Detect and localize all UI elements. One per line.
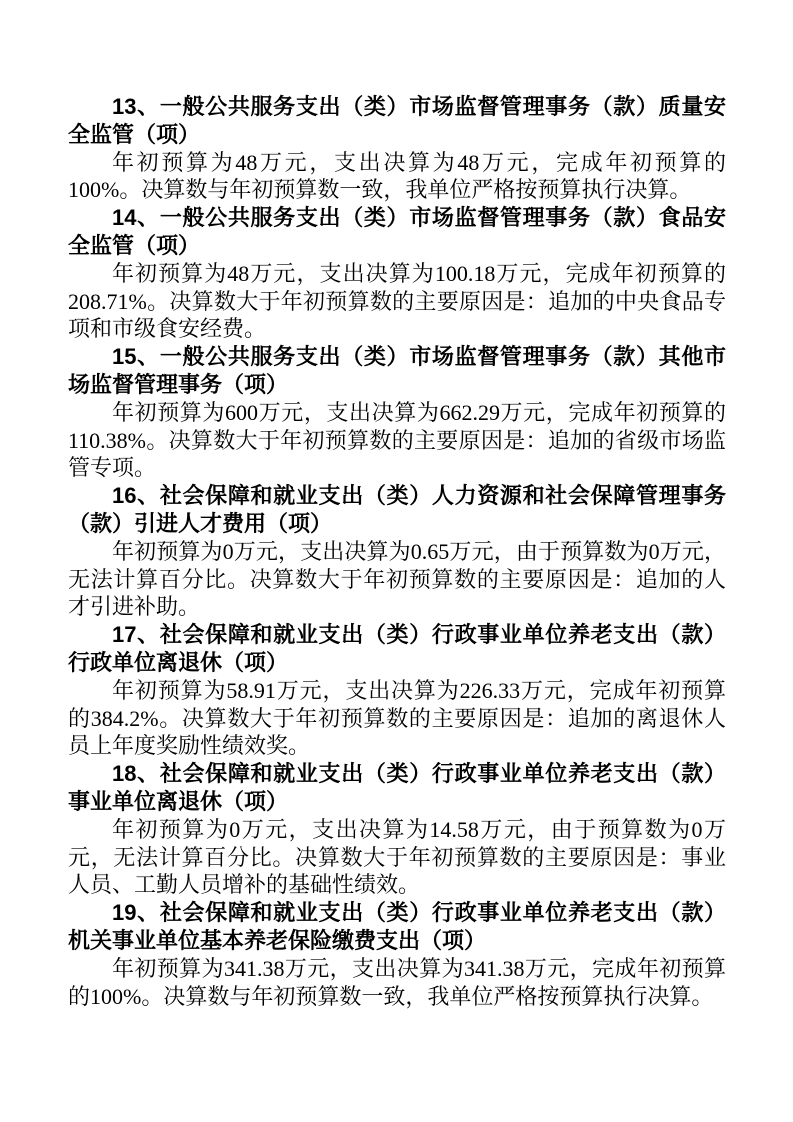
item-19-title: 19、社会保障和就业支出（类）行政事业单位养老支出（款）机关事业单位基本养老保险缴费支出（项） bbox=[68, 900, 726, 953]
item-15-body: 年初预算为600万元，支出决算为662.29万元，完成年初预算的110.38%。决算数大于年初预算数的主要原因是：追加的省级市场监管专项。 bbox=[68, 399, 726, 481]
item-18-title: 18、社会保障和就业支出（类）行政事业单位养老支出（款）事业单位离退休（项） bbox=[68, 761, 726, 814]
document-content bbox=[68, 93, 726, 1010]
item-15-title: 15、一般公共服务支出（类）市场监督管理事务（款）其他市场监督管理事务（项） bbox=[68, 344, 726, 397]
item-19-body: 年初预算为341.38万元，支出决算为341.38万元，完成年初预算的100%。决算数与年初预算数一致，我单位严格按预算执行决算。 bbox=[68, 955, 726, 1009]
item-13-body: 年初预算为48万元，支出决算为48万元，完成年初预算的100%。决算数与年初预算数一致，我单位严格按预算执行决算。 bbox=[68, 149, 726, 203]
item-14-body: 年初预算为48万元，支出决算为100.18万元，完成年初预算的208.71%。决算数大于年初预算数的主要原因是：追加的中央食品专项和市级食安经费。 bbox=[68, 260, 726, 342]
item-17-body: 年初预算为58.91万元，支出决算为226.33万元，完成年初预算的384.2%。决算数大于年初预算数的主要原因是：追加的离退休人员上年度奖励性绩效奖。 bbox=[68, 677, 726, 759]
item-16-body: 年初预算为0万元，支出决算为0.65万元，由于预算数为0万元，无法计算百分比。决算数大于年初预算数的主要原因是：追加的人才引进补助。 bbox=[68, 538, 726, 620]
item-13-title: 13、一般公共服务支出（类）市场监督管理事务（款）质量安全监管（项） bbox=[68, 94, 726, 147]
item-14-title: 14、一般公共服务支出（类）市场监督管理事务（款）食品安全监管（项） bbox=[68, 205, 726, 258]
item-17-title: 17、社会保障和就业支出（类）行政事业单位养老支出（款）行政单位离退休（项） bbox=[68, 622, 726, 675]
item-18-body: 年初预算为0万元，支出决算为14.58万元，由于预算数为0万元，无法计算百分比。决算数大于年初预算数的主要原因是：事业人员、工勤人员增补的基础性绩效。 bbox=[68, 816, 726, 898]
item-16-title: 16、社会保障和就业支出（类）人力资源和社会保障管理事务（款）引进人才费用（项） bbox=[68, 483, 726, 536]
